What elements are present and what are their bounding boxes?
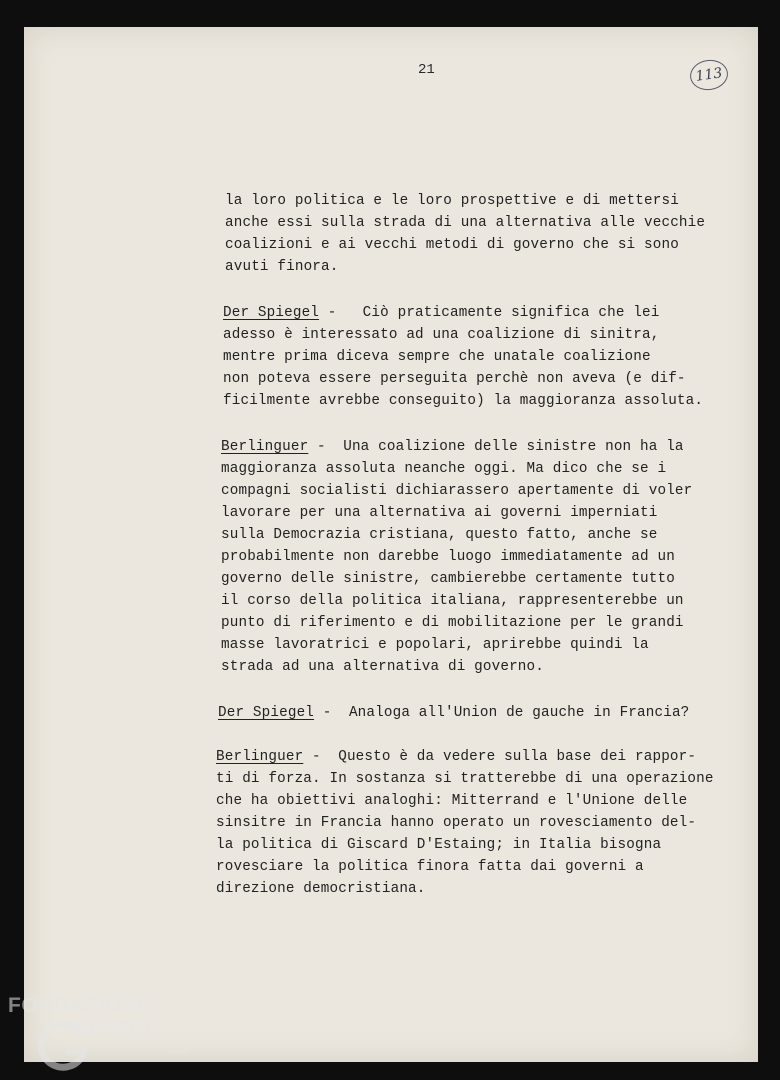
fondazione-gramsci-watermark [8, 994, 198, 1074]
text-line: compagni socialisti dichiarassero apertamente di voler [221, 483, 693, 499]
text-line: masse lavoratrici e popolari, aprirebbe quindi la [221, 637, 649, 653]
text-line: coalizioni e ai vecchi metodi di governo che si sono [225, 237, 679, 253]
text-line: maggioranza assoluta neanche oggi. Ma dico che se i [221, 461, 667, 477]
speaker-label: Der Spiegel [223, 305, 320, 321]
text-line: probabilmente non darebbe luogo immediatamente ad un [221, 549, 675, 565]
text-line: strada ad una alternativa di governo. [221, 659, 544, 675]
watermark-line-3: onlus [166, 1046, 188, 1056]
text-line: anche essi sulla strada di una alternativa alle vecchie [225, 215, 706, 231]
text-line: lavorare per una alternativa ai governi imperniati [221, 505, 658, 521]
watermark-line-2: RAMSCI [66, 1018, 152, 1041]
watermark-line-1: FONDAZIONE [8, 994, 152, 1017]
text-line: avuti finora. [225, 259, 339, 275]
text-line: che ha obiettivi analoghi: Mitterrand e l'Unione delle [216, 793, 688, 809]
text-line: la politica di Giscard D'Estaing; in Italia bisogna [216, 837, 662, 853]
text-line: rovesciare la politica finora fatta dai governi a [216, 859, 644, 875]
text-line: - Analoga all'Union de gauche in Francia? [314, 705, 690, 721]
archive-stamp-number: 113 [688, 58, 730, 93]
text-line: non poteva essere perseguita perchè non aveva (e dif- [223, 371, 686, 387]
paragraph-4 [218, 702, 689, 724]
text-line: punto di riferimento e di mobilitazione per le grandi [221, 615, 684, 631]
text-line: mentre prima diceva sempre che unatale coalizione [223, 349, 651, 365]
text-line: la loro politica e le loro prospettive e di mettersi [225, 193, 679, 209]
text-line: direzione democristiana. [216, 881, 426, 897]
paragraph-5 [216, 746, 714, 900]
speaker-label: Berlinguer [221, 439, 309, 455]
paragraph-3 [221, 436, 692, 678]
paragraph-1 [225, 190, 705, 278]
text-line: il corso della politica italiana, rappresenterebbe un [221, 593, 684, 609]
text-line: ti di forza. In sostanza si tratterebbe di una operazione [216, 771, 714, 787]
text-line: - Una coalizione delle sinistre non ha la [308, 439, 684, 455]
paragraph-2 [223, 302, 703, 412]
text-line: - Questo è da vedere sulla base dei rappor- [303, 749, 697, 765]
text-line: governo delle sinistre, cambierebbe certamente tutto [221, 571, 675, 587]
text-line: sinsitre in Francia hanno operato un rovesciamento del- [216, 815, 697, 831]
text-line: - Ciò praticamente significa che lei [319, 305, 660, 321]
text-line: sulla Democrazia cristiana, questo fatto, anche se [221, 527, 658, 543]
page-number: 21 [418, 62, 435, 78]
speaker-label: Berlinguer [216, 749, 304, 765]
text-line: ficilmente avrebbe conseguito) la maggioranza assoluta. [223, 393, 704, 409]
speaker-label: Der Spiegel [218, 705, 315, 721]
text-line: adesso è interessato ad una coalizione di sinitra, [223, 327, 660, 343]
